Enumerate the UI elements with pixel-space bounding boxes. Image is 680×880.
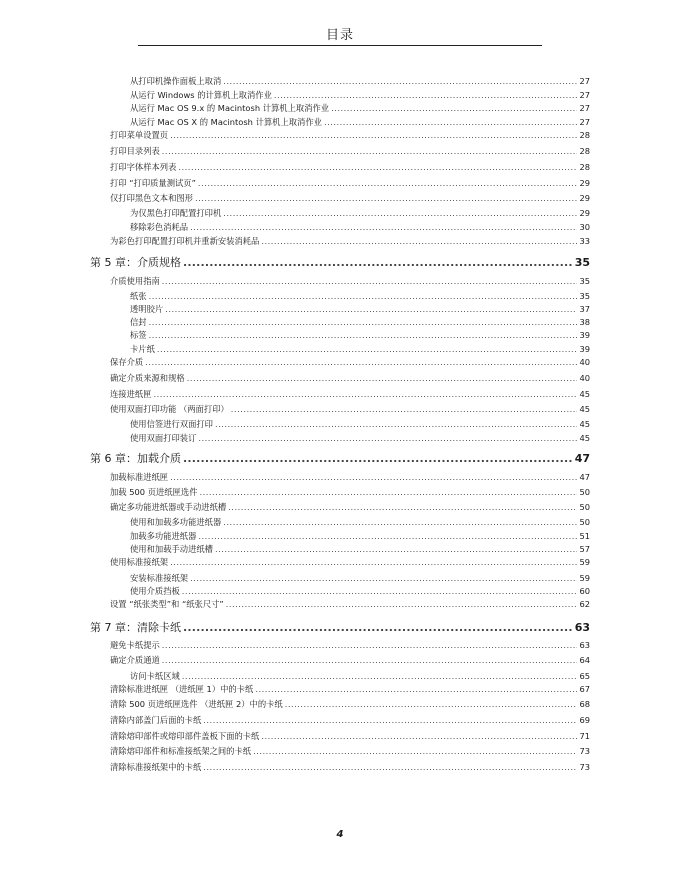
toc-entry[interactable] (130, 291, 590, 302)
toc-entry[interactable] (110, 487, 590, 498)
toc-entry[interactable] (130, 90, 590, 101)
toc-entry-label: 使用和加载手动进纸槽 (130, 544, 213, 554)
toc-entry-page: 39 (579, 330, 590, 340)
toc-entry-page: 29 (579, 193, 590, 203)
toc-entry[interactable] (130, 317, 590, 328)
toc-entry-label: 清除 500 页进纸匣选件 （进纸匣 2）中的卡纸 (110, 699, 283, 709)
leader-dots (190, 222, 577, 233)
leader-dots (183, 621, 573, 635)
toc-entry-page: 27 (579, 90, 590, 100)
toc-entry-page: 40 (579, 373, 590, 383)
toc-entry-label: 清除标准接纸架中的卡纸 (110, 762, 202, 772)
leader-dots (198, 531, 577, 542)
toc-entry[interactable] (110, 599, 590, 610)
toc-entry-label: 确定多功能进纸器或手动进纸槽 (110, 502, 227, 512)
leader-dots (324, 117, 577, 128)
leader-dots (162, 146, 578, 157)
toc-entry-page: 39 (579, 344, 590, 354)
leader-dots (253, 746, 577, 757)
toc-entry-label: 透明胶片 (130, 304, 164, 314)
chapter-entry[interactable] (90, 256, 590, 270)
leader-dots (261, 731, 577, 742)
toc-entry-page: 51 (579, 531, 590, 541)
leader-dots (223, 517, 577, 528)
toc-entry-page: 50 (579, 502, 590, 512)
toc-entry-label: 使用介质挡板 (130, 586, 180, 596)
toc-entry-page: 63 (579, 640, 590, 650)
toc-entry[interactable] (130, 544, 590, 555)
leader-dots (187, 373, 578, 384)
toc-entry-page: 35 (579, 291, 590, 301)
leader-dots (162, 655, 578, 666)
toc-entry-label: 标签 (130, 330, 147, 340)
chapter-label: 第 5 章：介质规格 (90, 256, 181, 269)
leader-dots (198, 178, 578, 189)
toc-entry-label: 清除内部盖门后面的卡纸 (110, 715, 202, 725)
toc-entry-page: 27 (579, 103, 590, 113)
chapter-entry[interactable] (90, 621, 590, 635)
toc-entry-page: 59 (579, 557, 590, 567)
toc-entry-label: 从打印机操作面板上取消 (130, 76, 222, 86)
leader-dots (261, 236, 577, 247)
toc-entry-page: 29 (579, 178, 590, 188)
toc-entry[interactable] (110, 762, 590, 773)
toc-entry[interactable] (130, 208, 590, 219)
toc-entry-label: 清除标准进纸匣 （进纸匣 1）中的卡纸 (110, 684, 254, 694)
toc-entry-label: 设置 “纸张类型”和 “纸张尺寸” (110, 599, 224, 609)
toc-entry-page: 37 (579, 304, 590, 314)
toc-entry[interactable] (130, 330, 590, 341)
toc-entry-label: 加载多功能进纸器 (130, 531, 197, 541)
toc-entry-page: 50 (579, 487, 590, 497)
toc-entry[interactable] (110, 472, 590, 483)
chapter-page: 63 (574, 621, 590, 634)
toc-entry-label: 从运行 Windows 的计算机上取消作业 (130, 90, 272, 100)
leader-dots (274, 90, 578, 101)
leader-dots (183, 452, 573, 466)
leader-dots (223, 208, 577, 219)
leader-dots (182, 586, 578, 597)
toc-entry-label: 加载标准进纸匣 (110, 472, 169, 482)
toc-entry[interactable] (130, 433, 590, 444)
page-title: 目录 (325, 28, 354, 43)
leader-dots (162, 640, 578, 651)
leader-dots (170, 557, 577, 568)
toc-entry-page: 57 (579, 544, 590, 554)
toc-entry[interactable] (110, 731, 590, 742)
toc-entry-label: 确定介质通道 (110, 655, 160, 665)
toc-entry-page: 73 (579, 762, 590, 772)
toc-entry-page: 45 (579, 419, 590, 429)
toc-entry-page: 35 (579, 276, 590, 286)
toc-entry-label: 使用和加载多功能进纸器 (130, 517, 222, 527)
toc-entry[interactable] (110, 178, 590, 189)
leader-dots (228, 502, 577, 513)
toc-entry[interactable] (110, 276, 590, 287)
toc-entry[interactable] (110, 404, 590, 415)
toc-entry-label: 清除熔印部件和标准接纸架之间的卡纸 (110, 746, 252, 756)
toc-entry-label: 信封 (130, 317, 147, 327)
toc-entry-label: 使用双面打印装订 (130, 433, 197, 443)
chapter-label: 第 6 章：加载介质 (90, 452, 181, 465)
toc-entry-label: 仅打印黑色文本和图形 (110, 193, 193, 203)
toc-entry-label: 打印 “打印质量测试页” (110, 178, 196, 188)
toc-entry-page: 60 (579, 586, 590, 596)
toc-entry-page: 45 (579, 404, 590, 414)
toc-entry[interactable] (110, 699, 590, 710)
toc-entry-label: 移除彩色消耗品 (130, 222, 189, 232)
toc-entry[interactable] (110, 557, 590, 568)
toc-entry-label: 使用双面打印功能 （两面打印） (110, 404, 229, 414)
leader-dots (149, 317, 578, 328)
toc-entry[interactable] (110, 715, 590, 726)
toc-entry-page: 33 (579, 236, 590, 246)
toc-entry[interactable] (110, 655, 590, 666)
toc-entry[interactable] (110, 640, 590, 651)
toc-entry-page: 68 (579, 699, 590, 709)
toc-entry-label: 保存介质 (110, 357, 144, 367)
toc-entry-page: 45 (579, 433, 590, 443)
toc-entry-label: 使用信签进行双面打印 (130, 419, 213, 429)
toc-entry[interactable] (110, 502, 590, 513)
toc-entry[interactable] (110, 357, 590, 368)
toc-entry[interactable] (130, 76, 590, 87)
toc-entry-page: 50 (579, 517, 590, 527)
toc-entry-page: 28 (579, 130, 590, 140)
toc-entry-page: 27 (579, 76, 590, 86)
toc-entry-page: 65 (579, 671, 590, 681)
leader-dots (226, 599, 578, 610)
toc-entry[interactable] (110, 130, 590, 141)
leader-dots (154, 389, 578, 400)
leader-dots (182, 671, 578, 682)
leader-dots (183, 256, 573, 270)
leader-dots (195, 193, 577, 204)
toc-entry[interactable] (130, 103, 590, 114)
leader-dots (231, 404, 578, 415)
toc-entry-page: 73 (579, 746, 590, 756)
toc-entry-label: 清除熔印部件或熔印部件盖板下面的卡纸 (110, 731, 260, 741)
leader-dots (157, 344, 578, 355)
leader-dots (215, 544, 577, 555)
toc-entry-label: 使用标准接纸架 (110, 557, 169, 567)
toc-entry-page: 28 (579, 162, 590, 172)
toc-entry-page: 62 (579, 599, 590, 609)
leader-dots (170, 130, 577, 141)
leader-dots (255, 684, 577, 695)
toc-entry-page: 69 (579, 715, 590, 725)
toc-entry-page: 59 (579, 573, 590, 583)
toc-entry[interactable] (110, 162, 590, 173)
toc-entry[interactable] (130, 344, 590, 355)
leader-dots (285, 699, 578, 710)
toc-entry[interactable] (110, 746, 590, 757)
toc-entry[interactable] (130, 671, 590, 682)
toc-entry-label: 为仅黑色打印配置打印机 (130, 208, 222, 218)
toc-entry[interactable] (110, 389, 590, 400)
leader-dots (200, 487, 578, 498)
toc-entry-label: 卡片纸 (130, 344, 155, 354)
toc-entry-page: 40 (579, 357, 590, 367)
chapter-entry[interactable] (90, 452, 590, 466)
leader-dots (190, 573, 577, 584)
toc-entry-page: 30 (579, 222, 590, 232)
page-number: 4 (336, 829, 344, 840)
toc-entry-page: 47 (579, 472, 590, 482)
toc-entry-page: 71 (579, 731, 590, 741)
toc-entry[interactable] (130, 586, 590, 597)
toc-entry-label: 介质使用指南 (110, 276, 160, 286)
toc-entry[interactable] (130, 117, 590, 128)
toc-entry-label: 从运行 Mac OS X 的 Macintosh 计算机上取消作业 (130, 117, 322, 127)
leader-dots (149, 291, 578, 302)
leader-dots (203, 715, 577, 726)
chapter-page: 47 (574, 452, 590, 465)
toc-entry-page: 67 (579, 684, 590, 694)
toc-entry-label: 避免卡纸提示 (110, 640, 160, 650)
toc-entry-label: 为彩色打印配置打印机并重新安装消耗品 (110, 236, 260, 246)
toc-entry-label: 打印目录列表 (110, 146, 160, 156)
leader-dots (165, 304, 577, 315)
toc-entry-label: 加载 500 页进纸匣选件 (110, 487, 198, 497)
toc-entry-label: 纸张 (130, 291, 147, 301)
leader-dots (215, 419, 577, 430)
toc-entry-label: 访问卡纸区域 (130, 671, 180, 681)
leader-dots (223, 76, 577, 87)
toc-entry-page: 38 (579, 317, 590, 327)
toc-entry[interactable] (130, 517, 590, 528)
leader-dots (203, 762, 577, 773)
toc-entry[interactable] (110, 236, 590, 247)
leader-dots (331, 103, 577, 114)
toc-entry[interactable] (110, 193, 590, 204)
leader-dots (178, 162, 577, 173)
toc-entry[interactable] (110, 373, 590, 384)
toc-entry-label: 确定介质来源和规格 (110, 373, 185, 383)
toc-entry-label: 从运行 Mac OS 9.x 的 Macintosh 计算机上取消作业 (130, 103, 330, 113)
toc-entry[interactable] (130, 531, 590, 542)
leader-dots (198, 433, 577, 444)
toc-entry[interactable] (110, 146, 590, 157)
toc-entry-label: 安装标准接纸架 (130, 573, 189, 583)
toc-entry[interactable] (130, 419, 590, 430)
toc-entry[interactable] (130, 222, 590, 233)
toc-entry-page: 64 (579, 655, 590, 665)
leader-dots (145, 357, 577, 368)
toc-entry[interactable] (130, 304, 590, 315)
leader-dots (162, 276, 578, 287)
toc-entry-page: 28 (579, 146, 590, 156)
leader-dots (149, 330, 578, 341)
toc-entry-page: 29 (579, 208, 590, 218)
toc-entry-label: 打印菜单设置页 (110, 130, 169, 140)
toc-entry[interactable] (130, 573, 590, 584)
chapter-label: 第 7 章：清除卡纸 (90, 621, 181, 634)
toc-entry-page: 27 (579, 117, 590, 127)
chapter-page: 35 (574, 256, 590, 269)
toc-entry-page: 45 (579, 389, 590, 399)
leader-dots (170, 472, 577, 483)
toc-entry-label: 连接进纸匣 (110, 389, 152, 399)
toc-entry[interactable] (110, 684, 590, 695)
toc-entry-label: 打印字体样本列表 (110, 162, 177, 172)
